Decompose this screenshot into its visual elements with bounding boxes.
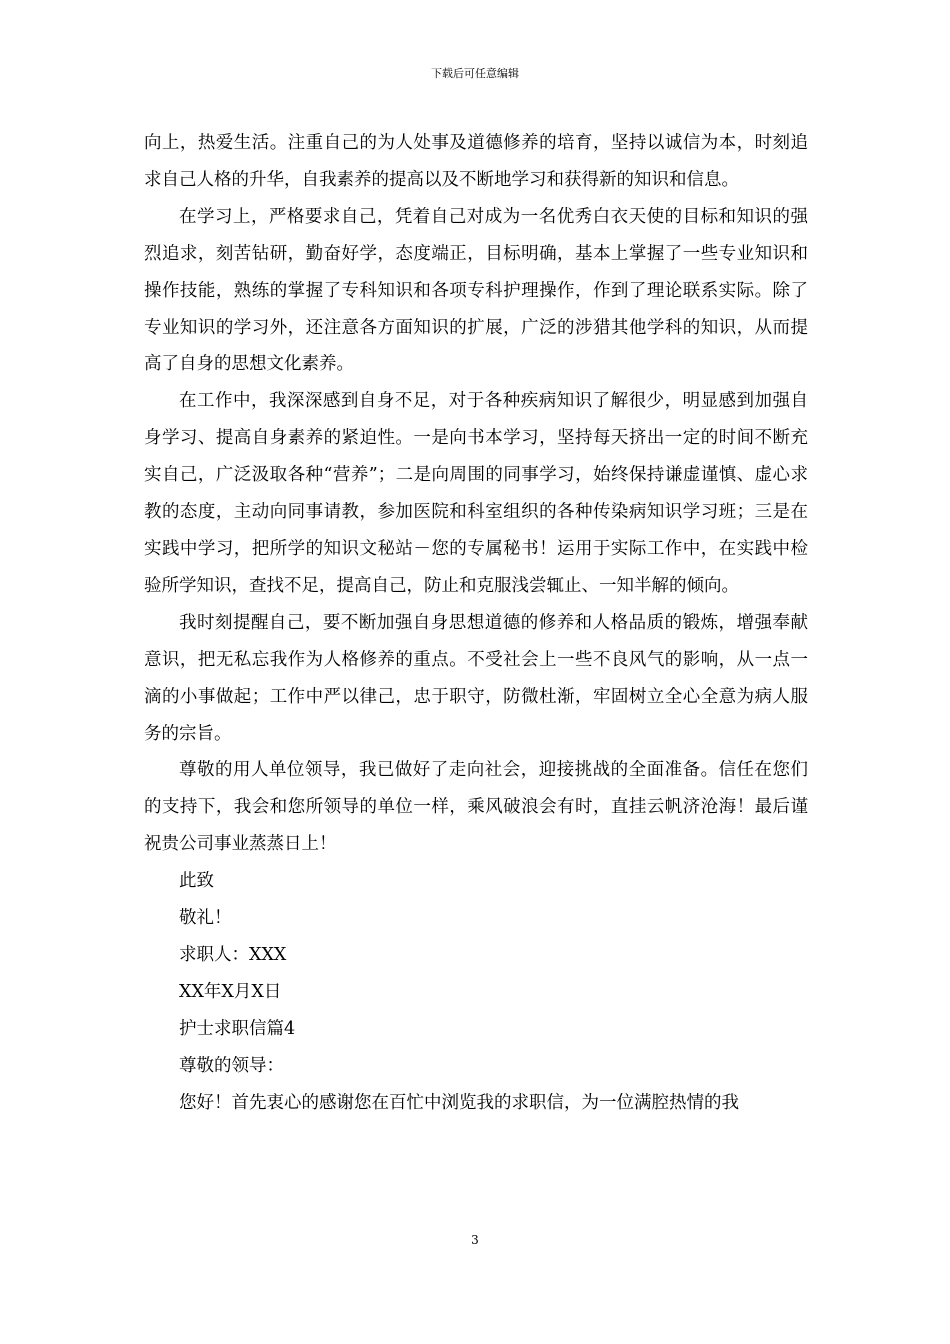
applicant-signature: 求职人：XXX: [179, 944, 287, 965]
paragraph-study: 在学习上，严格要求自己，凭着自己对成为一名优秀白衣天使的目标和知识的强烈追求，刻苦钻研，勤奋好学，态度端正，目标明确，基本上掌握了一些专业知识和操作技能，熟练的掌握了专科知识和各项专科护理操作，作到了理论联系实际。除了专业知识的学习外，还注意各方面知识的扩展，广泛的涉猎其他学科的知识，从而提高了自身的思想文化素养。: [144, 206, 808, 375]
page-header: 下载后可任意编辑: [431, 67, 519, 80]
paragraph-morality: 我时刻提醒自己，要不断加强自身思想道德的修养和人格品质的锻炼，增强奉献意识，把无私忘我作为人格修养的重点。不受社会上一些不良风气的影响，从一点一滴的小事做起；工作中严以律己，忠于职守，防微杜渐，牢固树立全心全意为病人服务的宗旨。: [144, 612, 808, 744]
section-title: 护士求职信篇4: [179, 1018, 296, 1039]
paragraph-opening: 您好！首先衷心的感谢您在百忙中浏览我的求职信，为一位满腔热情的我: [179, 1092, 739, 1113]
letter-greeting: 尊敬的领导：: [179, 1055, 284, 1076]
page-number: 3: [471, 1233, 479, 1247]
paragraph-closing: 尊敬的用人单位领导，我已做好了走向社会，迎接挑战的全面准备。信任在您们的支持下，我会和您所领导的单位一样，乘风破浪会有时，直挂云帆济沧海！最后谨祝贵公司事业蒸蒸日上！: [144, 760, 808, 855]
salutation-cizhi: 此致: [179, 871, 214, 892]
document-body: [144, 125, 808, 1121]
paragraph-continued: 向上，热爱生活。注重自己的为人处事及道德修养的培育，坚持以诚信为本，时刻追求自己人格的升华，自我素养的提高以及不断地学习和获得新的知识和信息。: [144, 133, 808, 190]
salutation-jingli: 敬礼！: [179, 908, 232, 929]
letter-date: XX年X月X日: [179, 981, 282, 1002]
paragraph-work: 在工作中，我深深感到自身不足，对于各种疾病知识了解很少，明显感到加强自身学习、提高自身素养的紧迫性。一是向书本学习，坚持每天挤出一定的时间不断充实自己，广泛汲取各种“营养”；二是向周围的同事学习，始终保持谦虚谨慎、虚心求教的态度，主动向同事请教，参加医院和科室组织的各种传染病知识学习班；三是在实践中学习，把所学的知识文秘站－您的专属秘书！运用于实际工作中，在实践中检验所学知识，查找不足，提高自己，防止和克服浅尝辄止、一知半解的倾向。: [144, 391, 808, 596]
